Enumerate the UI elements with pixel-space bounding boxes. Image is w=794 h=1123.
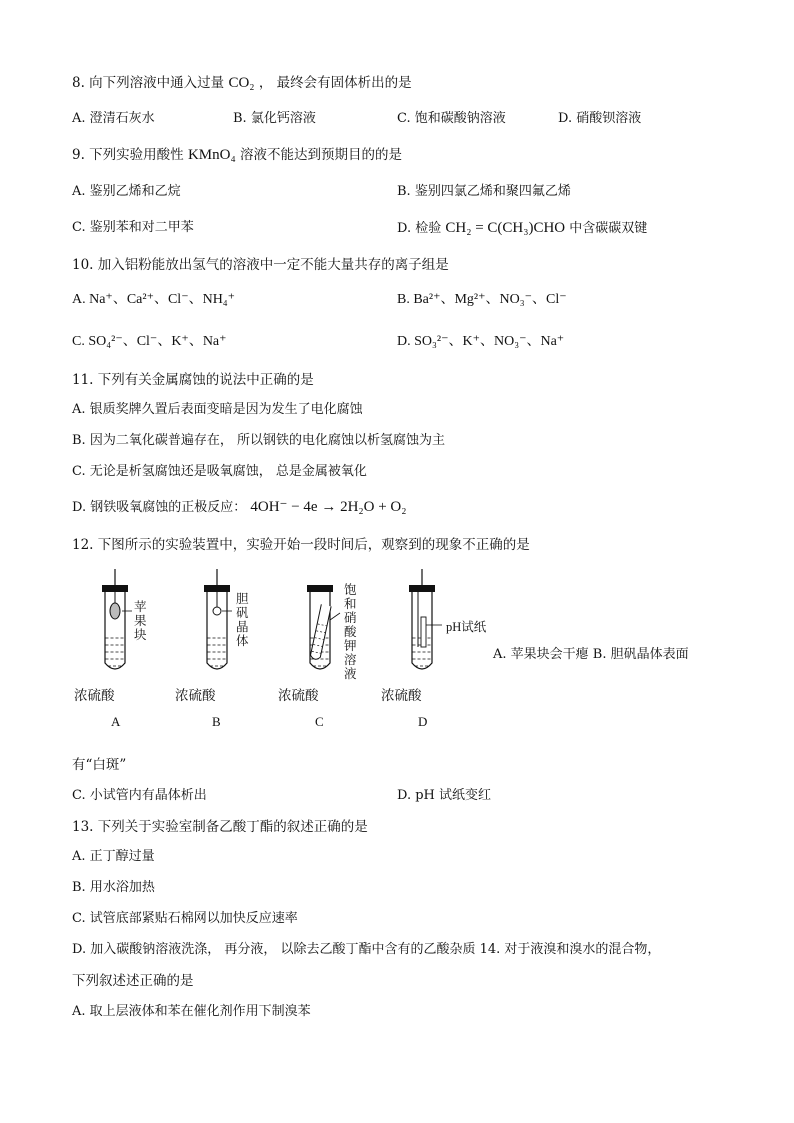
- q8-option-a: A. 澄清石灰水: [72, 111, 155, 126]
- q9-option-d-label: D. 检验: [397, 221, 442, 236]
- q8-option-b: B. 氯化钙溶液: [233, 111, 316, 126]
- q12-stem: 12. 下图所示的实验装置中，实验开始一段时间后，观察到的现象不正确的是: [72, 537, 530, 553]
- q9-option-a: A. 鉴别乙烯和乙烷: [72, 184, 181, 199]
- q12-option-d: D. pH 试纸变红: [397, 788, 492, 803]
- q10-option-d: D. SO₃²⁻、K⁺、NO₃⁻、Na⁺: [397, 334, 565, 349]
- q12-continuation: 有“白斑”: [72, 757, 127, 773]
- tube-c-bottom-label: 浓硫酸: [278, 688, 319, 704]
- q8-option-d: D. 硝酸钡溶液: [558, 111, 642, 126]
- q10-option-b: B. Ba²⁺、Mg²⁺、NO₃⁻、Cl⁻: [397, 292, 567, 307]
- tube-c: [307, 585, 340, 669]
- q10-option-c: C. SO₄²⁻、Cl⁻、K⁺、Na⁺: [72, 334, 227, 349]
- tube-c-letter: C: [315, 714, 324, 729]
- q11-stem: 11. 下列有关金属腐蚀的说法中正确的是: [72, 372, 314, 388]
- q12-option-c: C. 小试管内有晶体析出: [72, 788, 207, 803]
- tube-d-letter: D: [418, 714, 428, 729]
- q12-figure: [70, 565, 510, 745]
- tube-d-side-label: pH试纸: [446, 620, 487, 634]
- q14-continuation: 下列叙述述正确的是: [72, 973, 194, 989]
- tube-b-bottom-label: 浓硫酸: [175, 688, 216, 704]
- q8-stem-text: 8. 向下列溶液中通入过量: [72, 75, 225, 91]
- q9-stem: [72, 145, 402, 165]
- q9-option-c: C. 鉴别苯和对二甲苯: [72, 220, 194, 235]
- q13-option-d: D. 加入碳酸钠溶液洗涤， 再分液， 以除去乙酸丁酯中含有的乙酸杂质 14. 对于液溴和溴水的混合物，: [72, 942, 661, 957]
- q9-option-d: [397, 218, 647, 239]
- tube-b-side-label: 胆矾晶体: [236, 591, 249, 648]
- tube-d: [409, 569, 442, 669]
- q10-option-a: A. Na⁺、Ca²⁺、Cl⁻、NH₄⁺: [72, 292, 236, 307]
- q12-inline-options: A. 苹果块会干瘪 B. 胆矾晶体表面: [493, 647, 689, 662]
- q11-option-d-formula: 4OH⁻ − 4e → 2H₂O + O₂: [250, 499, 407, 515]
- q11-option-b: B. 因为二氧化碳普遍存在， 所以钢铁的电化腐蚀以析氢腐蚀为主: [72, 433, 445, 448]
- q8-option-c: C. 饱和碳酸钠溶液: [397, 111, 506, 126]
- tube-d-bottom-label: 浓硫酸: [381, 688, 422, 704]
- q13-option-b: B. 用水浴加热: [72, 880, 155, 895]
- q8-formula: CO₂: [228, 75, 255, 91]
- q9-option-b: B. 鉴别四氯乙烯和聚四氟乙烯: [397, 184, 571, 199]
- q14-option-a: A. 取上层液体和苯在催化剂作用下制溴苯: [72, 1004, 311, 1019]
- tube-a-letter: A: [111, 714, 121, 729]
- q11-option-d: [72, 497, 407, 518]
- tube-b: [204, 569, 232, 669]
- q10-stem: 10. 加入铝粉能放出氢气的溶液中一定不能大量共存的离子组是: [72, 257, 449, 273]
- tube-a-bottom-label: 浓硫酸: [74, 688, 115, 704]
- q9-stem-tail: 溶液不能达到预期目的的是: [240, 147, 402, 163]
- q9-option-d-tail: 中含碳碳双键: [569, 221, 648, 236]
- tube-a: [102, 569, 132, 669]
- q8-stem: [72, 73, 412, 93]
- tube-b-letter: B: [212, 714, 221, 729]
- q11-option-c: C. 无论是析氢腐蚀还是吸氧腐蚀， 总是金属被氧化: [72, 464, 367, 479]
- q13-option-c: C. 试管底部紧贴石棉网以加快反应速率: [72, 911, 298, 926]
- q9-stem-text: 9. 下列实验用酸性: [72, 147, 184, 163]
- q9-formula: KMnO₄: [187, 147, 236, 163]
- q11-option-a: A. 银质奖牌久置后表面变暗是因为发生了电化腐蚀: [72, 402, 363, 417]
- q13-stem: 13. 下列关于实验室制备乙酸丁酯的叙述正确的是: [72, 819, 368, 835]
- tube-c-side-label: 饱和硝酸钾溶液: [344, 582, 357, 681]
- tube-a-side-label: 苹果块: [134, 599, 147, 642]
- q13-option-a: A. 正丁醇过量: [72, 849, 155, 864]
- q11-option-d-label: D. 钢铁吸氧腐蚀的正极反应：: [72, 500, 247, 515]
- q8-stem-tail: ， 最终会有固体析出的是: [258, 75, 412, 91]
- q9-option-d-formula: CH₂ = C(CH₃)CHO: [445, 220, 566, 236]
